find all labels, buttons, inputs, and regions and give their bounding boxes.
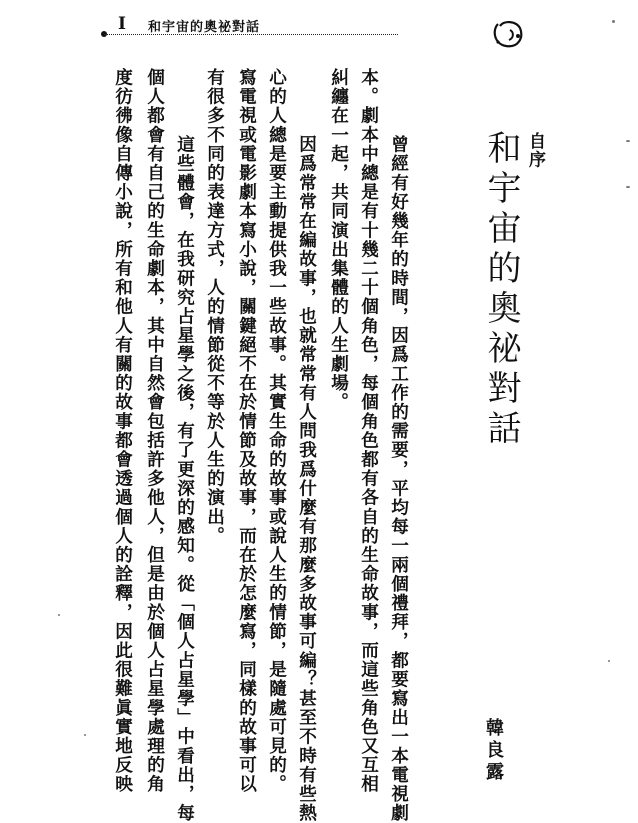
scan-speck — [626, 186, 630, 188]
page-number: I — [118, 14, 126, 34]
body-line-6: 寫電視或電影劇本寫小說，關鍵絕不在於情節及故事，而在於怎麼寫，同樣的故事可以 — [236, 68, 257, 794]
circle-ornament-icon — [490, 18, 528, 50]
body-line-10: 度彷彿像自傳小說，所有和他人有關的故事都會透過個人的詮釋，因此很難眞實地反映 — [112, 68, 133, 794]
author-name: 韓良露 — [483, 718, 504, 784]
scan-speck — [608, 660, 610, 662]
running-header — [104, 8, 424, 38]
scan-speck — [84, 734, 86, 736]
running-title: 和宇宙的奧祕對話 — [148, 20, 261, 35]
scan-speck — [612, 20, 615, 23]
scan-speck — [58, 614, 60, 616]
body-line-8: 這些體會，在我研究占星學之後，有了更深的感知。從「個人占星學」中看出，每 — [174, 116, 195, 823]
body-line-1: 曾經有好幾年的時間，因爲工作的需要，平均每一兩個禮拜，都要寫出一本電視劇 — [388, 116, 409, 823]
body-line-4: 因爲常常在編故事，也就常常有人問我爲什麼有那麼多故事可編？甚至不時有些熱 — [296, 116, 317, 823]
page-title: 和宇宙的奧祕對話 — [481, 130, 521, 450]
body-line-9: 個人都會有自己的生命劇本，其中自然會包括許多他人，但是由於個人占星學處理的角 — [144, 68, 165, 794]
body-line-2: 本。劇本中總是有十幾二十個角色，每個角色都有各自的生命故事，而這些角色又互相 — [358, 68, 379, 794]
header-dotted-rule — [104, 34, 398, 35]
body-line-3: 糾纏在一起，共同演出集體的人生劇場。 — [328, 68, 349, 412]
scan-speck — [626, 140, 630, 142]
preface-label: 自序 — [525, 132, 545, 169]
body-line-5: 心的人總是要主動提供我一些故事。其實生命的故事或說人生的情節，是隨處可見的。 — [266, 68, 287, 794]
body-line-7: 有很多不同的表達方式，人的情節從不等於人生的演出。 — [204, 68, 225, 546]
